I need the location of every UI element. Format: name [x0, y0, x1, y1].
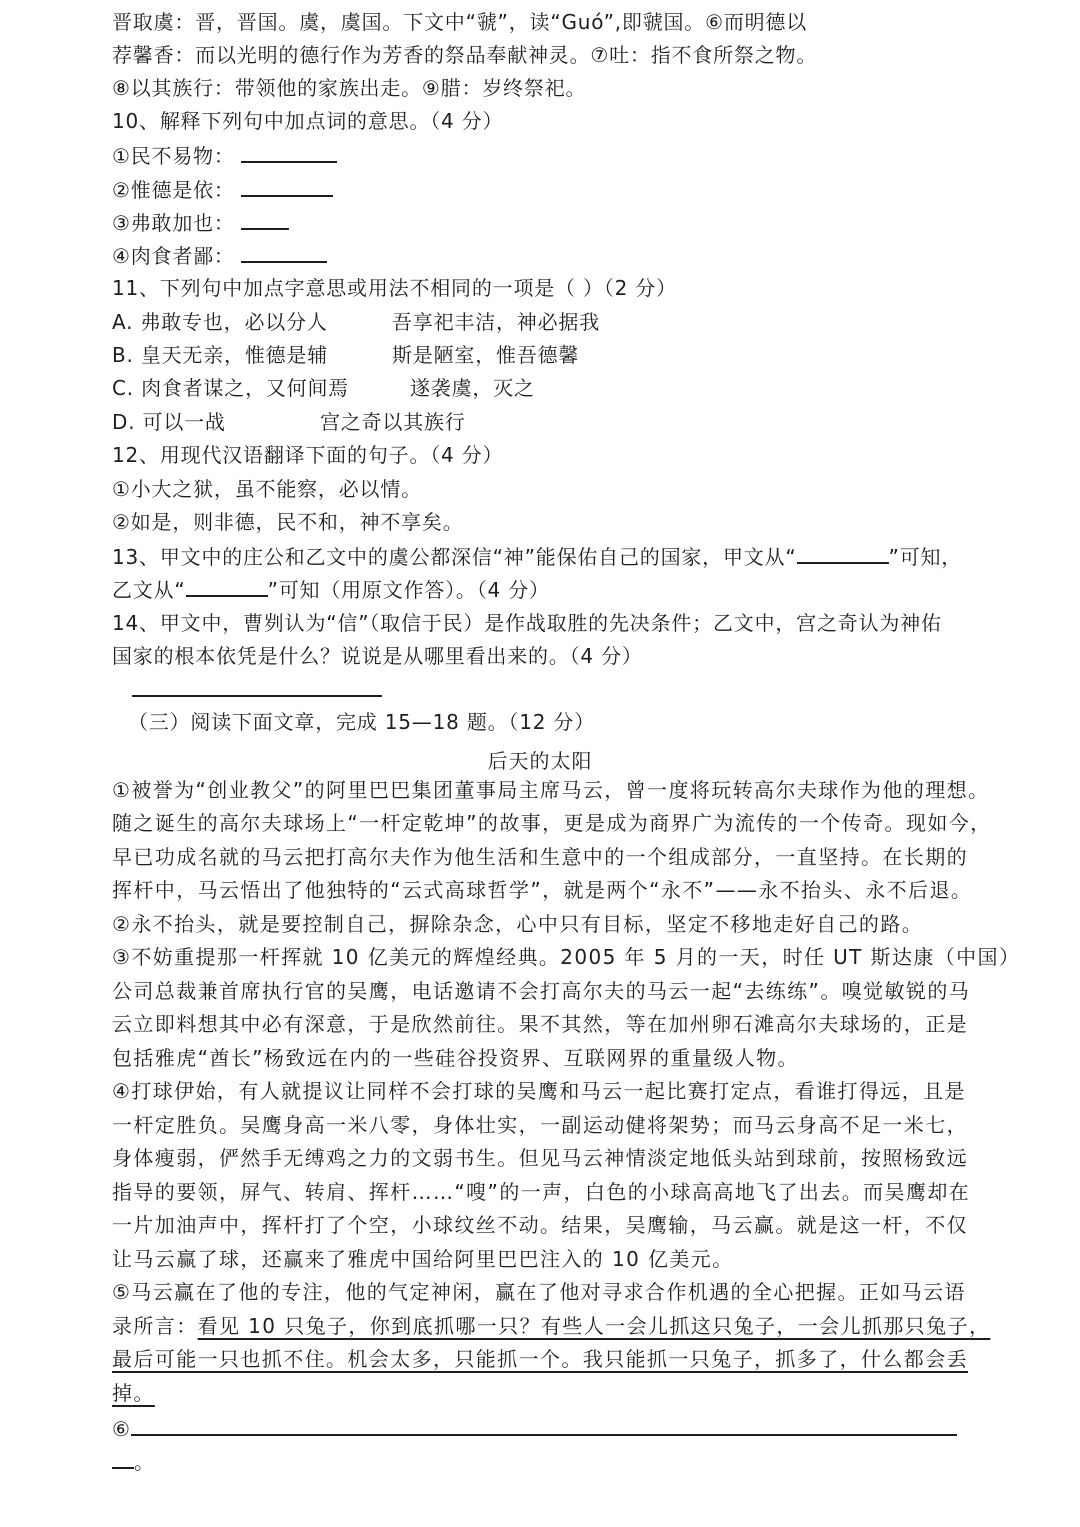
q11-option-b: B. 皇天无亲，惟德是辅 斯是陋室，惟吾德馨	[112, 343, 580, 367]
passage-p5-line-2: 录所言：看见 10 只兔子，你到底抓哪一只？有些人一会儿抓这只兔子，一会儿抓那只兔子，	[112, 1314, 991, 1338]
q13-line-2: 乙文从“ ”可知（用原文作答）。（4 分）	[112, 578, 550, 602]
note-line-3: ⑧以其族行：带领他的家族出走。⑨腊：岁终祭祀。	[112, 76, 587, 100]
q10-title: 10、解释下列句中加点词的意思。（4 分）	[112, 109, 504, 133]
q11-title: 11、下列句中加点字意思或用法不相同的一项是（ ）（2 分）	[112, 276, 677, 300]
passage-p6-line-2: 。	[112, 1449, 980, 1473]
q12-item-1: ①小大之狱，虽不能察，必以情。	[112, 477, 422, 501]
answer-blank[interactable]	[797, 544, 889, 564]
passage-p4-line-6: 让马云赢了球，还赢来了雅虎中国给阿里巴巴注入的 10 亿美元。	[112, 1247, 734, 1271]
note-line-2: 荐馨香：而以光明的德行作为芳香的祭品奉献神灵。⑦吐：指不食所祭之物。	[112, 43, 818, 67]
passage-title: 后天的太阳	[487, 749, 593, 773]
passage-p3-line-3: 云立即料想其中必有深意，于是欣然前往。果不其然，等在加州卵石滩高尔夫球场的，正是	[112, 1012, 968, 1036]
passage-p5-line-3: 最后可能一只也抓不住。机会太多，只能抓一个。我只能抓一只兔子，抓多了，什么都会丢	[112, 1347, 968, 1371]
passage-p4-line-3: 身体瘦弱，俨然手无缚鸡之力的文弱书生。但见马云神情淡定地低头站到球前，按照杨致远	[112, 1146, 968, 1170]
q14-line-1: 14、甲文中，曹刿认为“信”（取信于民）是作战取胜的先决条件；乙文中，宫之奇认为神佑	[112, 611, 942, 635]
answer-blank[interactable]	[186, 577, 268, 597]
passage-p1-line-4: 挥杆中，马云悟出了他独特的“云式高球哲学”，就是两个“永不”——永不抬头、永不后退。	[112, 878, 973, 902]
answer-blank[interactable]	[241, 210, 289, 230]
answer-blank[interactable]	[131, 1416, 957, 1436]
passage-p1-line-3: 早已功成名就的马云把打高尔夫作为他生活和生意中的一个组成部分，一直坚持。在长期的	[112, 845, 968, 869]
q10-item-2: ②惟德是依：	[112, 177, 980, 201]
passage-p4-line-5: 一片加油声中，挥杆打了个空，小球纹丝不动。结果，吴鹰输，马云赢。就是这一杆，不仅	[112, 1213, 968, 1237]
q11-option-c: C. 肉食者谋之，又何间焉 遂袭虞，灭之	[112, 376, 535, 400]
answer-blank[interactable]	[241, 143, 337, 163]
passage-p3-line-2: 公司总裁兼首席执行官的吴鹰，电话邀请不会打高尔夫的马云一起“去练练”。嗅觉敏锐的马	[112, 979, 971, 1003]
q10-item-4: ④肉食者鄙：	[112, 243, 980, 267]
answer-blank[interactable]	[112, 1449, 134, 1469]
passage-p4-line-1: ④打球伊始，有人就提议让同样不会打球的吴鹰和马云一起比赛打定点，看谁打得远，且是	[112, 1079, 966, 1103]
passage-p4-line-2: 一杆定胜负。吴鹰身高一米八零，身体壮实，一副运动健将架势；而马云身高不足一米七，	[112, 1113, 968, 1137]
q13-line-1: 13、甲文中的庄公和乙文中的虞公都深信“神”能保佑自己的国家，甲文从“ ”可知，	[112, 545, 963, 569]
passage-p3-line-4: 包括雅虎“酋长”杨致远在内的一些硅谷投资界、互联网界的重量级人物。	[112, 1046, 799, 1070]
q12-title: 12、用现代汉语翻译下面的句子。（4 分）	[112, 443, 504, 467]
q14-line-2: 国家的根本依凭是什么？说说是从哪里看出来的。（4 分）	[112, 644, 643, 668]
passage-p1-line-2: 随之诞生的高尔夫球场上“一杆定乾坤”的故事，更是成为商界广为流传的一个传奇。现如今，	[112, 811, 992, 835]
passage-p2: ②永不抬头，就是要控制自己，摒除杂念，心中只有目标，坚定不移地走好自己的路。	[112, 912, 924, 936]
answer-blank[interactable]	[241, 177, 333, 197]
passage-p5-line-1: ⑤马云赢在了他的专注，他的气定神闲，赢在了他对寻求合作机遇的全心把握。正如马云语	[112, 1280, 966, 1304]
passage-p3-line-1: ③不妨重提那一杆挥就 10 亿美元的辉煌经典。2005 年 5 月的一天，时任 UT 斯达康（中国）	[112, 945, 1021, 969]
answer-blank[interactable]	[241, 243, 327, 263]
answer-line[interactable]	[132, 695, 382, 697]
q11-option-d: D. 可以一战 宫之奇以其族行	[112, 410, 466, 434]
passage-p1-line-1: ①被誉为“创业教父”的阿里巴巴集团董事局主席马云，曾一度将玩转高尔夫球作为他的理想。	[112, 778, 990, 802]
passage-p5-line-4: 掉。	[112, 1381, 155, 1405]
passage-p4-line-4: 指导的要领，屏气、转肩、挥杆……“嗖”的一声，白色的小球高高地飞了出去。而吴鹰却在	[112, 1180, 971, 1204]
note-line-1: 晋取虞：晋，晋国。虞，虞国。下文中“虢”，读“Guó”,即虢国。⑥而明德以	[112, 10, 808, 34]
section-3-header: （三）阅读下面文章，完成 15—18 题。（12 分）	[128, 710, 596, 734]
q11-option-a: A. 弗敢专也，必以分人 吾享祀丰洁，神必据我	[112, 310, 600, 334]
passage-p6-line-1: ⑥	[112, 1416, 980, 1440]
q10-item-1: ①民不易物：	[112, 143, 980, 167]
q10-item-3: ③弗敢加也：	[112, 210, 980, 234]
q12-item-2: ②如是，则非德，民不和，神不享矣。	[112, 510, 464, 534]
